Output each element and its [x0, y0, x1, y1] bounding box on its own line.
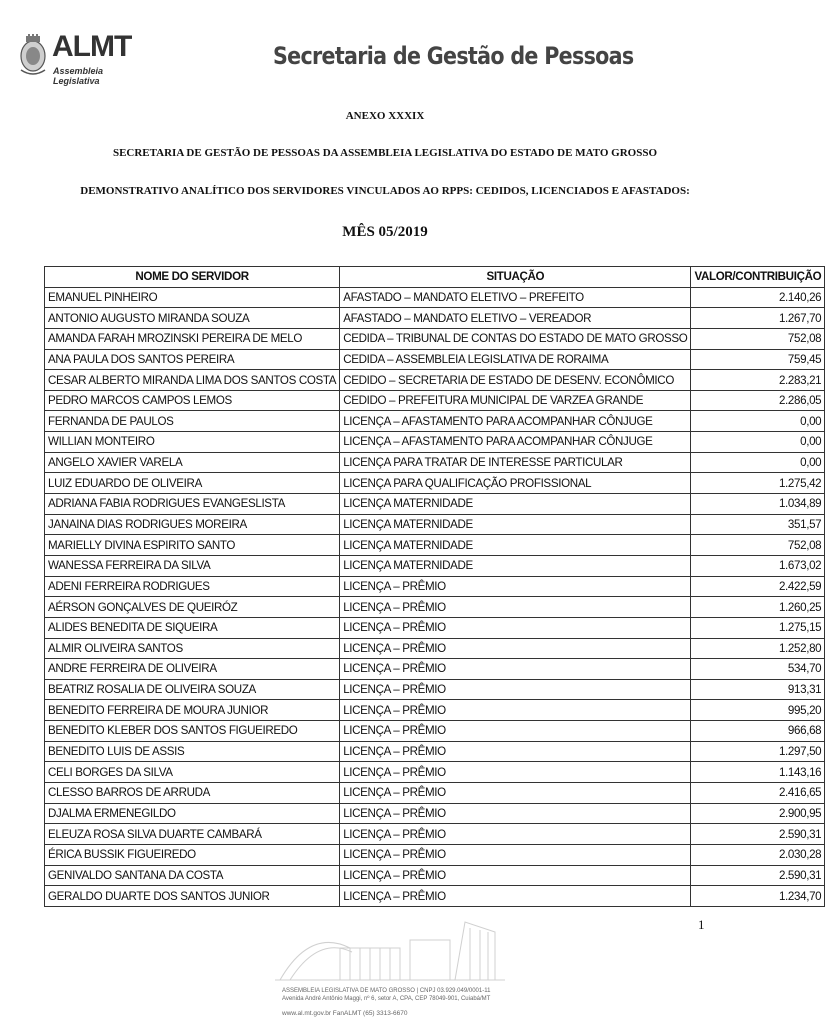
value-cell: 0,00: [691, 452, 825, 473]
table-row: [45, 535, 825, 556]
servants-table: [44, 266, 825, 907]
situation-cell: LICENÇA MATERNIDADE: [340, 494, 691, 515]
servant-name-cell: AMANDA FARAH MROZINSKI PEREIRA DE MELO: [45, 328, 340, 349]
table-row: [45, 844, 825, 865]
situation-cell: LICENÇA – PRÊMIO: [340, 886, 691, 907]
situation-cell: LICENÇA – PRÊMIO: [340, 659, 691, 680]
department-title: Secretaria de Gestão de Pessoas: [273, 42, 634, 70]
value-cell: 2.286,05: [691, 390, 825, 411]
table-row: [45, 411, 825, 432]
table-row: [45, 783, 825, 804]
servant-name-cell: DJALMA ERMENEGILDO: [45, 803, 340, 824]
page-footer: [270, 918, 510, 1018]
value-cell: 2.900,95: [691, 803, 825, 824]
situation-cell: LICENÇA – PRÊMIO: [340, 824, 691, 845]
logo-subtitle: Assembleia Legislativa: [53, 66, 104, 86]
situation-cell: CEDIDO – SECRETARIA DE ESTADO DE DESENV. ECONÔMICO: [340, 370, 691, 391]
month-title: MÊS 05/2019: [342, 224, 428, 240]
header-name: NOME DO SERVIDOR: [45, 267, 340, 288]
footer-address-2: Avenida André Antônio Maggi, nº 6, setor A, CPA, CEP 78049-901, Cuiabá/MT: [282, 996, 491, 1002]
servant-name-cell: LUIZ EDUARDO DE OLIVEIRA: [45, 473, 340, 494]
situation-cell: CEDIDA – TRIBUNAL DE CONTAS DO ESTADO DE MATO GROSSO: [340, 328, 691, 349]
table-header-row: [45, 267, 825, 288]
situation-cell: LICENÇA – PRÊMIO: [340, 576, 691, 597]
situation-cell: AFASTADO – MANDATO ELETIVO – VEREADOR: [340, 308, 691, 329]
value-cell: 2.030,28: [691, 844, 825, 865]
value-cell: 1.034,89: [691, 494, 825, 515]
value-cell: 1.297,50: [691, 741, 825, 762]
value-cell: 966,68: [691, 721, 825, 742]
servant-name-cell: PEDRO MARCOS CAMPOS LEMOS: [45, 390, 340, 411]
table-row: [45, 473, 825, 494]
servant-name-cell: EMANUEL PINHEIRO: [45, 287, 340, 308]
value-cell: 0,00: [691, 432, 825, 453]
situation-cell: LICENÇA MATERNIDADE: [340, 535, 691, 556]
page-header: [18, 28, 758, 88]
value-cell: 2.416,65: [691, 783, 825, 804]
servant-name-cell: ALIDES BENEDITA DE SIQUEIRA: [45, 617, 340, 638]
page-number: 1: [698, 917, 705, 932]
servant-name-cell: GERALDO DUARTE DOS SANTOS JUNIOR: [45, 886, 340, 907]
situation-cell: LICENÇA – AFASTAMENTO PARA ACOMPANHAR CÔNJUGE: [340, 411, 691, 432]
org-title: SECRETARIA DE GESTÃO DE PESSOAS DA ASSEMBLEIA LEGISLATIVA DO ESTADO DE MATO GROSSO: [112, 147, 658, 159]
table-row: [45, 555, 825, 576]
value-cell: 1.143,16: [691, 762, 825, 783]
servant-name-cell: CESAR ALBERTO MIRANDA LIMA DOS SANTOS COSTA: [45, 370, 340, 391]
servant-name-cell: WANESSA FERREIRA DA SILVA: [45, 555, 340, 576]
table-row: [45, 370, 825, 391]
value-cell: 995,20: [691, 700, 825, 721]
situation-cell: LICENÇA PARA QUALIFICAÇÃO PROFISSIONAL: [340, 473, 691, 494]
table-row: [45, 494, 825, 515]
footer-contact: www.al.mt.gov.br FanALMT (65) 3313-6670: [282, 1010, 408, 1017]
situation-cell: LICENÇA – PRÊMIO: [340, 597, 691, 618]
servant-name-cell: BEATRIZ ROSALIA DE OLIVEIRA SOUZA: [45, 679, 340, 700]
situation-cell: LICENÇA – PRÊMIO: [340, 721, 691, 742]
situation-cell: CEDIDO – PREFEITURA MUNICIPAL DE VARZEA GRANDE: [340, 390, 691, 411]
value-cell: 2.140,26: [691, 287, 825, 308]
servant-name-cell: CELI BORGES DA SILVA: [45, 762, 340, 783]
value-cell: 1.252,80: [691, 638, 825, 659]
coat-of-arms-icon: [18, 34, 48, 76]
table-body: [45, 287, 825, 906]
table-row: [45, 349, 825, 370]
value-cell: 351,57: [691, 514, 825, 535]
situation-cell: LICENÇA – PRÊMIO: [340, 865, 691, 886]
situation-cell: LICENÇA MATERNIDADE: [340, 514, 691, 535]
servant-name-cell: ANGELO XAVIER VARELA: [45, 452, 340, 473]
table-row: [45, 452, 825, 473]
table-row: [45, 287, 825, 308]
servant-name-cell: ANDRE FERREIRA DE OLIVEIRA: [45, 659, 340, 680]
situation-cell: LICENÇA PARA TRATAR DE INTERESSE PARTICULAR: [340, 452, 691, 473]
value-cell: 2.422,59: [691, 576, 825, 597]
table-row: [45, 865, 825, 886]
report-title: DEMONSTRATIVO ANALÍTICO DOS SERVIDORES VINCULADOS AO RPPS: CEDIDOS, LICENCIADOS E AFASTADOS:: [80, 185, 690, 197]
servant-name-cell: ADENI FERREIRA RODRIGUES: [45, 576, 340, 597]
servant-name-cell: CLESSO BARROS DE ARRUDA: [45, 783, 340, 804]
value-cell: 752,08: [691, 328, 825, 349]
table-row: [45, 308, 825, 329]
table-row: [45, 328, 825, 349]
servant-name-cell: BENEDITO FERREIRA DE MOURA JUNIOR: [45, 700, 340, 721]
table-row: [45, 597, 825, 618]
servant-name-cell: GENIVALDO SANTANA DA COSTA: [45, 865, 340, 886]
situation-cell: CEDIDA – ASSEMBLEIA LEGISLATIVA DE RORAIMA: [340, 349, 691, 370]
situation-cell: LICENÇA – PRÊMIO: [340, 741, 691, 762]
table-row: [45, 638, 825, 659]
situation-cell: LICENÇA – PRÊMIO: [340, 762, 691, 783]
situation-cell: LICENÇA – PRÊMIO: [340, 638, 691, 659]
table-row: [45, 886, 825, 907]
servant-name-cell: BENEDITO KLEBER DOS SANTOS FIGUEIREDO: [45, 721, 340, 742]
situation-cell: LICENÇA – PRÊMIO: [340, 679, 691, 700]
logo-text: ALMT: [52, 30, 132, 63]
table-row: [45, 762, 825, 783]
situation-cell: LICENÇA – PRÊMIO: [340, 803, 691, 824]
value-cell: 1.275,15: [691, 617, 825, 638]
value-cell: 1.260,25: [691, 597, 825, 618]
value-cell: 1.267,70: [691, 308, 825, 329]
servant-name-cell: MARIELLY DIVINA ESPIRITO SANTO: [45, 535, 340, 556]
table-row: [45, 390, 825, 411]
situation-cell: LICENÇA MATERNIDADE: [340, 555, 691, 576]
almt-logo: [18, 30, 132, 86]
situation-cell: AFASTADO – MANDATO ELETIVO – PREFEITO: [340, 287, 691, 308]
value-cell: 1.275,42: [691, 473, 825, 494]
value-cell: 0,00: [691, 411, 825, 432]
situation-cell: LICENÇA – PRÊMIO: [340, 783, 691, 804]
header-value: VALOR/CONTRIBUIÇÃO: [691, 267, 825, 288]
value-cell: 913,31: [691, 679, 825, 700]
table-row: [45, 803, 825, 824]
situation-cell: LICENÇA – PRÊMIO: [340, 844, 691, 865]
table-row: [45, 741, 825, 762]
value-cell: 759,45: [691, 349, 825, 370]
situation-cell: LICENÇA – PRÊMIO: [340, 700, 691, 721]
table-row: [45, 824, 825, 845]
situation-cell: LICENÇA – AFASTAMENTO PARA ACOMPANHAR CÔNJUGE: [340, 432, 691, 453]
value-cell: 534,70: [691, 659, 825, 680]
servant-name-cell: WILLIAN MONTEIRO: [45, 432, 340, 453]
header-situation: SITUAÇÃO: [340, 267, 691, 288]
table-row: [45, 514, 825, 535]
servant-name-cell: ALMIR OLIVEIRA SANTOS: [45, 638, 340, 659]
value-cell: 1.673,02: [691, 555, 825, 576]
table-row: [45, 617, 825, 638]
table-row: [45, 721, 825, 742]
servant-name-cell: ANTONIO AUGUSTO MIRANDA SOUZA: [45, 308, 340, 329]
servant-name-cell: AÉRSON GONÇALVES DE QUEIRÓZ: [45, 597, 340, 618]
servant-name-cell: FERNANDA DE PAULOS: [45, 411, 340, 432]
value-cell: 1.234,70: [691, 886, 825, 907]
situation-cell: LICENÇA – PRÊMIO: [340, 617, 691, 638]
table-row: [45, 432, 825, 453]
annex-title: ANEXO XXXIX: [345, 110, 425, 122]
value-cell: 2.590,31: [691, 865, 825, 886]
servant-name-cell: ELEUZA ROSA SILVA DUARTE CAMBARÁ: [45, 824, 340, 845]
value-cell: 752,08: [691, 535, 825, 556]
building-illustration-icon: [270, 918, 510, 984]
servant-name-cell: ANA PAULA DOS SANTOS PEREIRA: [45, 349, 340, 370]
table-row: [45, 679, 825, 700]
footer-address-1: ASSEMBLEIA LEGISLATIVA DE MATO GROSSO | CNPJ 03.929.049/0001-11: [282, 988, 491, 994]
table-row: [45, 659, 825, 680]
servant-name-cell: JANAINA DIAS RODRIGUES MOREIRA: [45, 514, 340, 535]
table-row: [45, 700, 825, 721]
servant-name-cell: ADRIANA FABIA RODRIGUES EVANGESLISTA: [45, 494, 340, 515]
value-cell: 2.590,31: [691, 824, 825, 845]
table-row: [45, 576, 825, 597]
servant-name-cell: BENEDITO LUIS DE ASSIS: [45, 741, 340, 762]
value-cell: 2.283,21: [691, 370, 825, 391]
servant-name-cell: ÉRICA BUSSIK FIGUEIREDO: [45, 844, 340, 865]
